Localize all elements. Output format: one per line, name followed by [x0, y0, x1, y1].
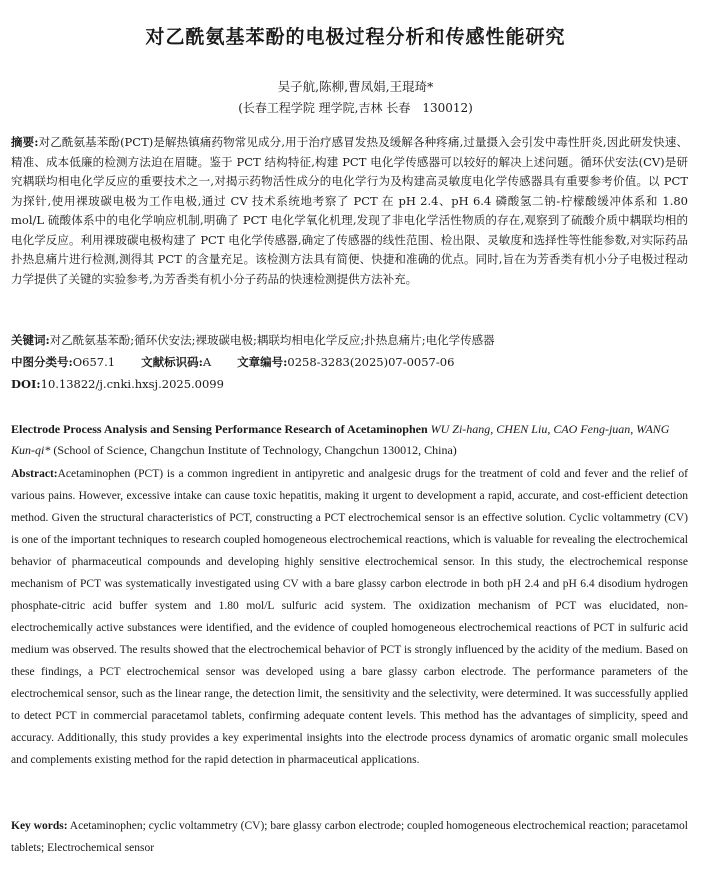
keywords-cn [11, 331, 688, 350]
article-number-value: 0258-3283(2025)07-0057-06 [287, 355, 455, 369]
paper-title-cn: 对乙酰氨基苯酚的电极过程分析和传感性能研究 [145, 26, 566, 48]
affiliation-en: (School of Science, Changchun Institute of Technology, Changchun 130012, China) [53, 443, 457, 457]
doc-code-value: A [202, 355, 212, 369]
abstract-en-label: Abstract: [11, 468, 58, 480]
keywords-en [11, 815, 688, 859]
english-header [11, 419, 688, 461]
affiliation-cn: (长春工程学院 理学院,吉林 长春 130012) [238, 101, 473, 115]
keywords-en-text: Acetaminophen; cyclic voltammetry (CV); bare glassy carbon electrode; coupled homogeneous electrochemical reaction; paracetamol tablets; Electrochemical sensor [11, 820, 688, 854]
classification-line [11, 353, 688, 372]
article-number-label: 文章编号: [237, 355, 288, 369]
authors-en: WU Zi-hang, CHEN Liu, CAO Feng-juan, WANG Kun-qi* [11, 422, 670, 457]
keywords-en-label: Key words: [11, 820, 68, 832]
clc-label: 中图分类号: [11, 355, 73, 369]
abstract-en-text: Acetaminophen (PCT) is a common ingredient in antipyretic and analgesic drugs for the treatment of cold and fever and the relief of various pains. However, excessive intake can cause toxic hepatitis, making it urgent to development a rapid, accurate, and cost-efficient detection method. Given the structural characteristics of PCT, constructing a PCT electrochemical sensor is an effective solution. Cyclic voltammetry (CV) is one of the important techniques to research coupled homogeneous electrochemical reactions, which is valuable for revealing the electrochemical behavior of pharmaceutical compounds and developing highly sensitive electrochemical sensor. In this study, the electrochemical response mechanism of PCT was systematically investigated using CV with a bare glassy carbon electrode in both pH 2.4 and pH 6.4 disodium hydrogen phosphate-citric acid buffer system and 1.80 mol/L sulfuric acid system. The oxidization mechanism of PCT was elucidated, non-electrochemically active substances were identified, and the evidence of coupled homogeneous electrochemical reactions of PCT in sulfuric acid medium was observed. The results showed that the electrochemical behavior of PCT is strongly influenced by the acidity of the medium. Based on these findings, a PCT electrochemical sensor was developed using a bare glassy carbon electrode. The performance parameters of the electrochemical sensor, such as the linear range, the detection limit, the sensitivity and the selectivity, were determined. It was successfully applied to detect PCT in commercial paracetamol tablets, confirming adequate content levels. This method has the advantages of simplicity, speed and accuracy. Additionally, this study provides a key experimental insights into the electrode process dynamics of aromatic organic small molecules and complements existing method for the rapid detection in pharmaceutical applications. [11, 468, 688, 766]
doi-value: 10.13822/j.cnki.hxsj.2025.0099 [40, 377, 224, 391]
keywords-cn-text: 对乙酰氨基苯酚;循环伏安法;裸玻碳电极;耦联均相电化学反应;扑热息痛片;电化学传感器 [49, 333, 495, 347]
authors-cn: 吴子航,陈柳,曹凤娟,王琨琦* [277, 79, 434, 94]
abstract-cn-text: 对乙酰氨基苯酚(PCT)是解热镇痛药物常见成分,用于治疗感冒发热及缓解各种疼痛,过量摄入会引发中毒性肝炎,因此研发快速、精准、成本低廉的检测方法迫在眉睫。鉴于 PCT 结构特征,构建 PCT 电化学传感器可以较好的解决上述问题。循环伏安法(CV)是研究耦联均相电化学反应的重要技术之一,对揭示药物活性成分的电化学行为及构建高灵敏度电化学传感器具有重要参考价值。以 PCT 为探针,使用裸玻碳电极为工作电极,通过 CV 技术系统地考察了 PCT 在 pH 2.4、pH 6.4 磷酸氢二钠-柠檬酸缓冲体系和 1.80 mol/L 硫酸体系中的电化学响应机制,明确了 PCT 电化学氧化机理,发现了非电化学活性物质的存在,观察到了硫酸介质中耦联均相的电化学反应。利用裸玻碳电极构建了 PCT 电化学传感器,确定了传感器的线性范围、检出限、灵敏度和选择性等性能参数,对实际药品扑热息痛片进行检测,测得其 PCT 的含量充足。该检测方法具有简便、快捷和准确的优点。同时,旨在为芳香类有机小分子电极过程动力学提供了关键的实验参考,为芳香类有机小分子药品的快速检测提供方法补充。 [11, 135, 689, 286]
paper-title-en: Electrode Process Analysis and Sensing Performance Research of Acetaminophen [11, 422, 428, 436]
keywords-cn-label: 关键词: [11, 333, 50, 347]
abstract-cn-label: 摘要: [11, 135, 39, 149]
doc-code-label: 文献标识码: [141, 355, 203, 369]
abstract-cn [11, 133, 688, 289]
abstract-en [11, 463, 688, 771]
doi-label: DOI: [11, 377, 41, 391]
doi-line [11, 375, 688, 394]
clc-value: O657.1 [72, 355, 116, 369]
